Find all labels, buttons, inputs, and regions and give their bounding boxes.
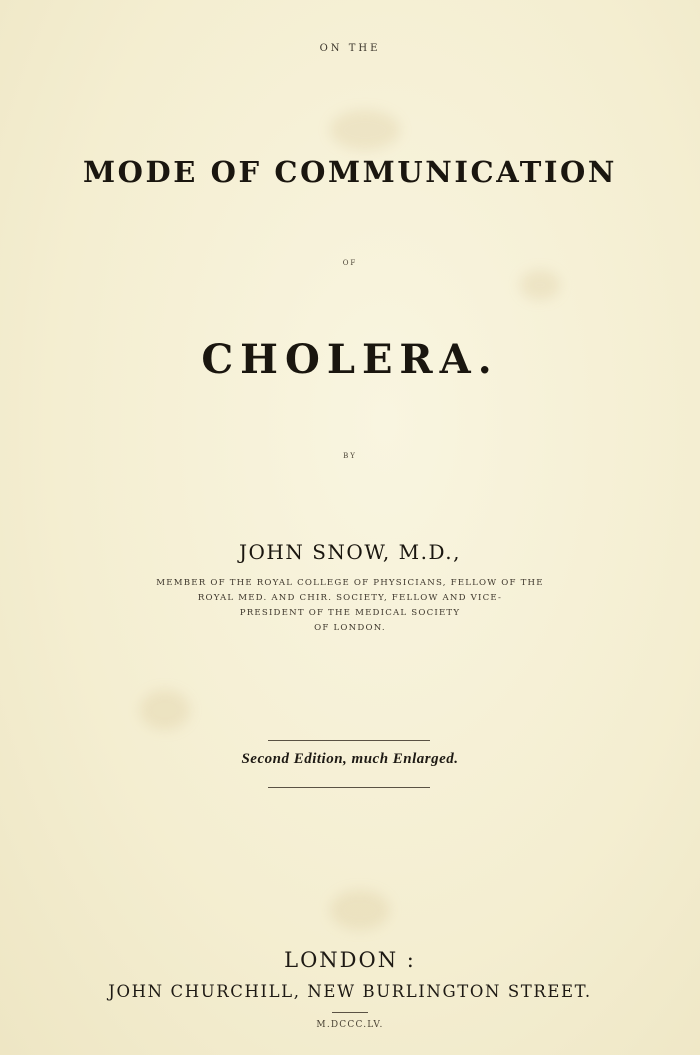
imprint-city: LONDON :	[284, 948, 416, 972]
imprint-rule	[332, 1012, 368, 1013]
subject-title: CHOLERA.	[201, 336, 499, 383]
author-credentials-line: PRESIDENT OF THE MEDICAL SOCIETY	[239, 608, 461, 618]
main-title: MODE OF COMMUNICATION	[82, 155, 618, 189]
author-name: JOHN SNOW, M.D.,	[239, 540, 461, 564]
paper-stain	[520, 270, 560, 300]
imprint-publisher: JOHN CHURCHILL, NEW BURLINGTON STREET.	[108, 982, 592, 1001]
paper-stain	[140, 690, 190, 730]
preposition-of: OF	[342, 259, 358, 267]
author-credentials-line: MEMBER OF THE ROYAL COLLEGE OF PHYSICIANS, FELLOW OF THE	[156, 578, 544, 588]
byline-by: BY	[343, 452, 357, 460]
imprint-year: M.DCCC.LV.	[316, 1020, 384, 1030]
author-credentials-line: ROYAL MED. AND CHIR. SOCIETY, FELLOW AND VICE-	[197, 593, 503, 603]
preposition-on-the: ON THE	[319, 43, 381, 54]
edition-bottom-rule	[268, 787, 430, 788]
edition-top-rule	[268, 740, 430, 741]
author-credentials-line: OF LONDON.	[314, 623, 386, 633]
edition-statement: Second Edition, much Enlarged.	[241, 751, 459, 767]
paper-stain	[330, 890, 390, 930]
paper-stain	[330, 110, 400, 150]
